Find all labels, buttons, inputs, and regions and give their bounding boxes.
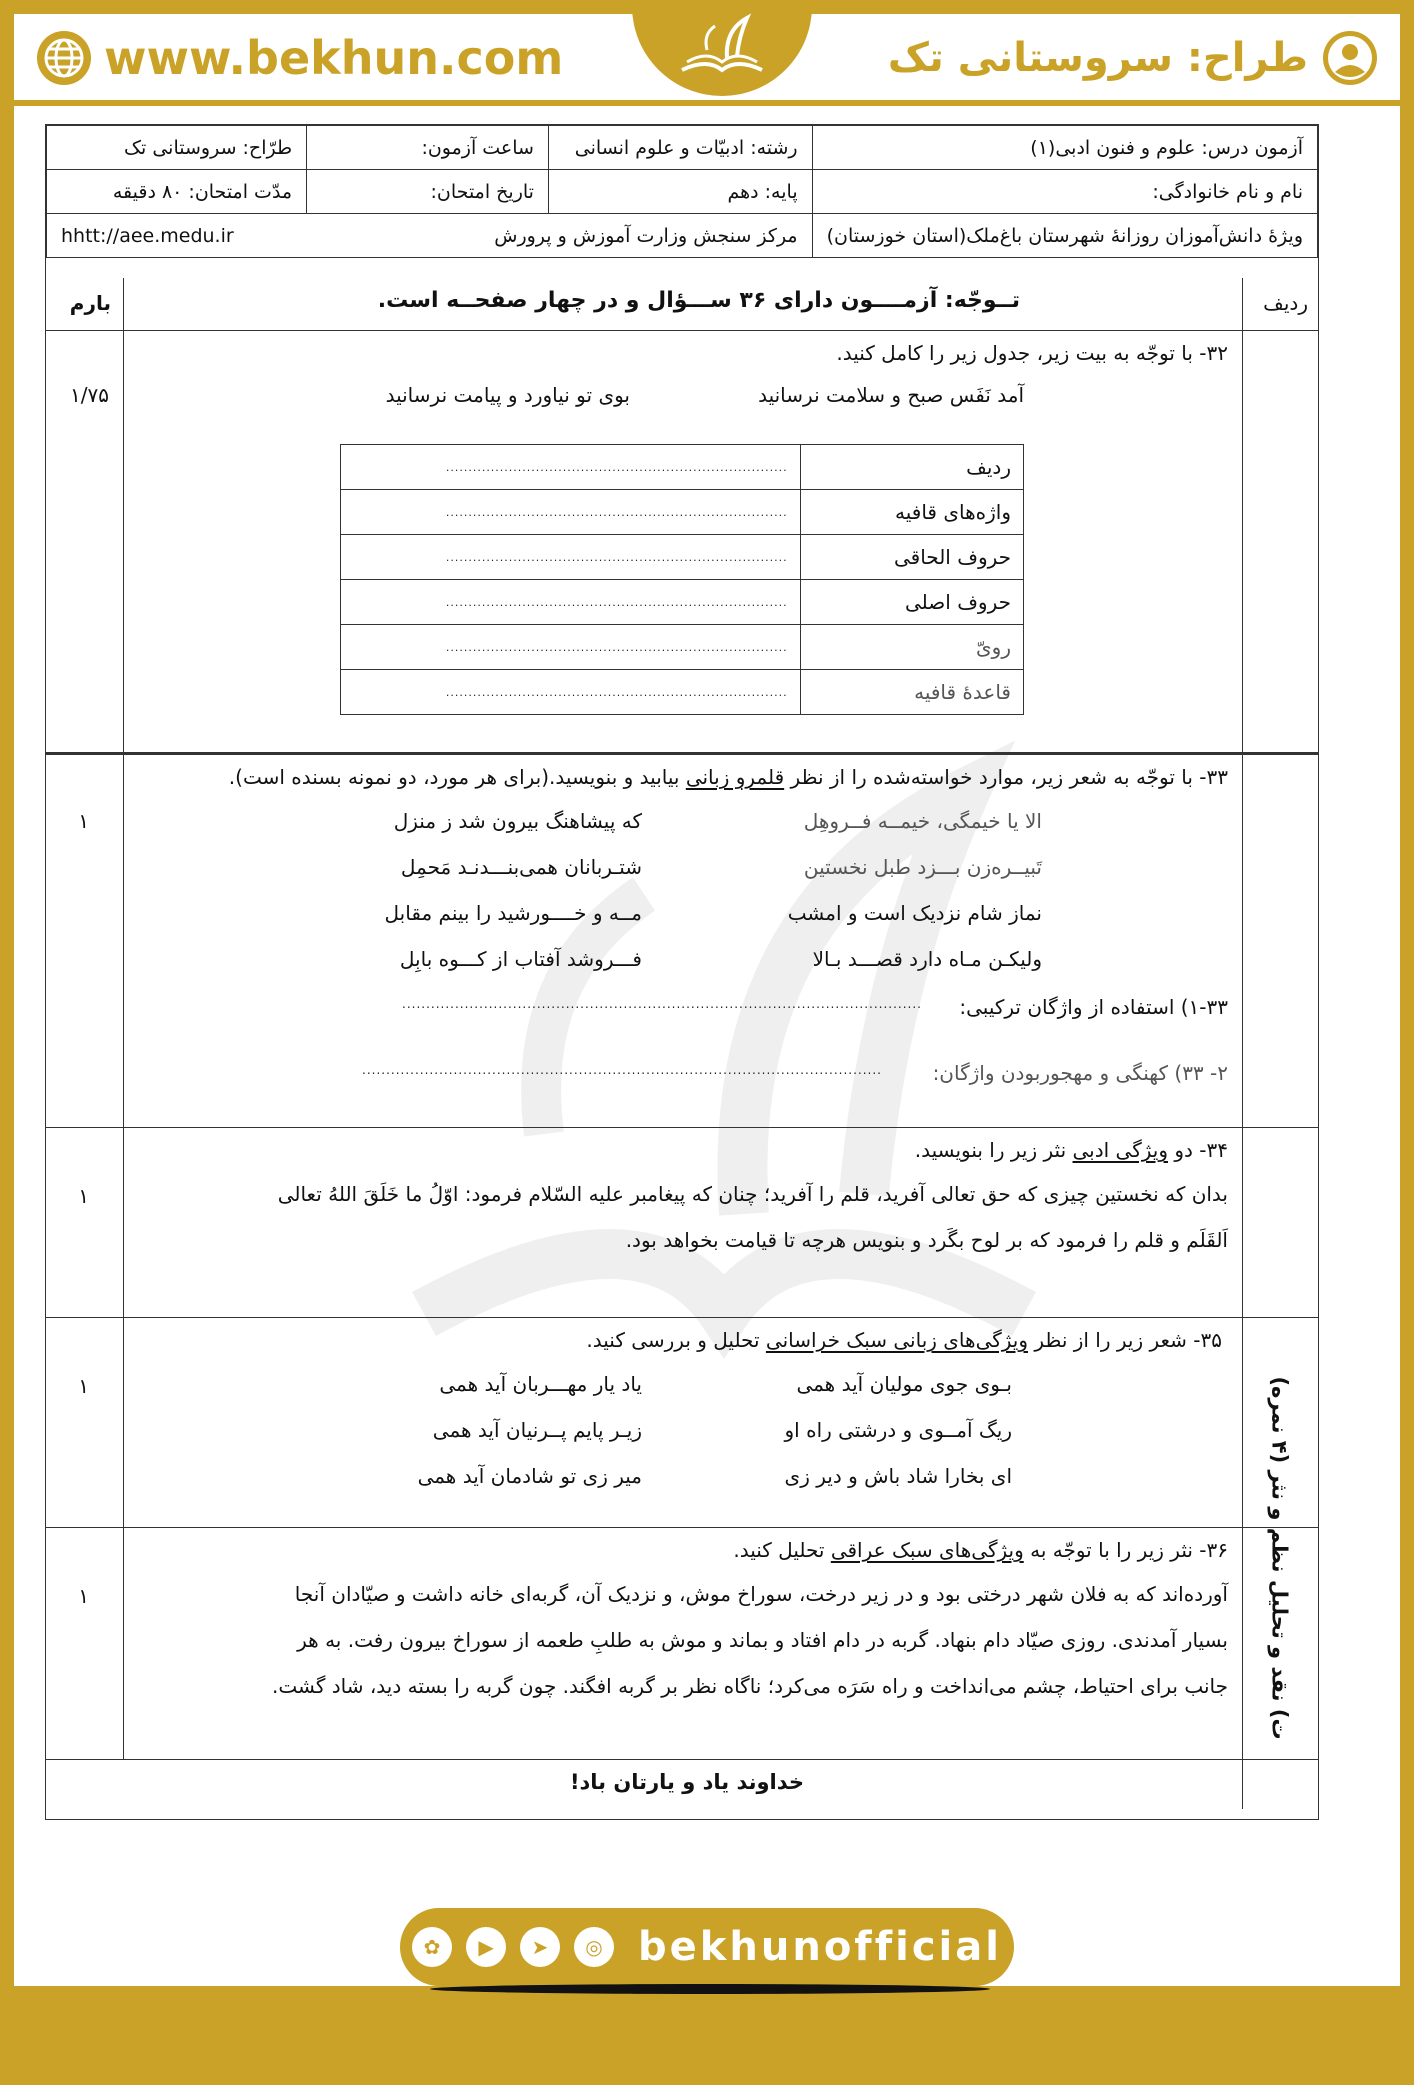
rhyme-row-label: حروف اصلی: [800, 580, 1023, 625]
question-34-text-b: نثر زیر را بنویسید.: [914, 1138, 1073, 1162]
ministry-info: [47, 214, 813, 258]
question-33-text-a: ۳۳- با توجّه به شعر زیر، موارد خواسته‌شده را از نظر: [784, 765, 1228, 789]
question-32-score: ۱/۷۵: [70, 383, 109, 407]
rhyme-answer[interactable]: ............................................................................: [341, 625, 801, 670]
rhyme-answer[interactable]: ............................................................................: [341, 535, 801, 580]
rhyme-row-label: حروف الحاقی: [800, 535, 1023, 580]
question-36-row: [46, 1528, 1318, 1760]
footer-shadow: [430, 1984, 990, 1994]
ministry-url[interactable]: hhtt://aee.medu.ir: [61, 224, 234, 247]
verse-2-right: تَبیــره‌زن بـــزد طبل نخستین: [803, 855, 1042, 879]
rhyme-row: [341, 535, 1024, 580]
verse-4-left: فـــروشد آفتاب از کـــوه بابِل: [399, 947, 642, 971]
verse-2-right: ریگ آمــوی و درشتی راه او: [784, 1418, 1012, 1442]
target-students: ویژۀ دانش‌آموزان روزانۀ شهرستان باغ‌ملک(استان خوزستان): [812, 214, 1317, 258]
closing-text: خداوند یاد و یارتان باد!: [569, 1770, 804, 1794]
verse-2-left: زیـر پایم پــرنیان آید همی: [432, 1418, 642, 1442]
question-35-score: ۱: [78, 1374, 89, 1398]
question-35-focus: ویژگی‌های زبانی سبک خراسانی: [765, 1328, 1029, 1352]
youtube-icon[interactable]: ▶: [466, 1927, 506, 1967]
answer-33-2[interactable]: ............................................................................................................: [362, 1063, 882, 1077]
section-label: ت) نقد و تحلیل نظم و نثر (۴ نمره): [1268, 1375, 1292, 1740]
sub-question-33-2: ۲- ۳۳) کهنگی و مهجوربودن واژگان:: [932, 1061, 1228, 1085]
note-cell: [124, 278, 1242, 330]
question-34-text: [915, 1138, 1228, 1162]
score-cell: [46, 1128, 124, 1317]
rhyme-answer[interactable]: ............................................................................: [341, 670, 801, 715]
rhyme-answer[interactable]: ............................................................................: [341, 445, 801, 490]
course-name: آزمون درس: علوم و فنون ادبی(۱): [812, 126, 1317, 170]
question-36-text-a: ۳۶- نثر زیر را با توجّه به: [1023, 1538, 1228, 1562]
question-33-score: ۱: [78, 809, 89, 833]
rhyme-table: [340, 444, 1024, 715]
prose-34-line-1: بدان که نخستین چیزی که حق تعالی آفرید، قلم را آفرید؛ چنان که پیغامبر علیه السّلام فرمود: اوّلُ ما خَلَقَ اللهُ تعالی: [277, 1182, 1228, 1206]
question-34-text-a: ۳۴- دو: [1168, 1138, 1228, 1162]
prose-36-line-2: بسیار آمدندی. روزی صیّاد دام بنهاد. گربه در دام افتاد و بماند و موش به طلبِ طعمه از سوراخ بیرون رفت. به هر: [297, 1628, 1228, 1652]
exam-duration: مدّت امتحان: ۸۰ دقیقه: [47, 170, 307, 214]
rhyme-row-label: قاعدۀ قافیه: [800, 670, 1023, 715]
telegram-icon[interactable]: ➤: [520, 1927, 560, 1967]
rhyme-row: [341, 625, 1024, 670]
score-label: بارم: [69, 291, 111, 315]
rhyme-row-label: رویّ: [800, 625, 1023, 670]
row-header-cell: [1242, 278, 1318, 330]
verse-3-right: نماز شام نزدیک است و امشب: [787, 901, 1042, 925]
question-34-focus: ویژگی ادبی: [1072, 1138, 1169, 1162]
closing-cell: [124, 1760, 1242, 1809]
section-label-cell: [1242, 1030, 1318, 2085]
question-33-text-b: بیابید و بنویسید.(برای هر مورد، دو نمونه بسنده است).: [228, 765, 686, 789]
rhyme-answer[interactable]: ............................................................................: [341, 490, 801, 535]
verse-1-left: که پیشاهنگ بیرون شد ز منزل: [393, 809, 642, 833]
rhyme-row: [341, 445, 1024, 490]
header-row: [47, 170, 1318, 214]
column-header-row: [46, 278, 1318, 331]
score-header-cell: [46, 278, 124, 330]
rhyme-answer[interactable]: ............................................................................: [341, 580, 801, 625]
question-36-text-b: تحلیل کنید.: [733, 1538, 831, 1562]
exam-header-table: [46, 125, 1318, 258]
verse-left: بوی تو نیاورد و پیامت نرسانید: [385, 383, 630, 407]
student-name-field[interactable]: نام و نام خانوادگی:: [812, 170, 1317, 214]
score-cell: [46, 1318, 124, 1527]
verse-3-right: ای بخارا شاد باش و دیر زی: [784, 1464, 1012, 1488]
book-logo-icon: [667, 10, 777, 86]
question-34-content: [124, 1128, 1242, 1317]
question-36-focus: ویژگی‌های سبک عراقی: [830, 1538, 1024, 1562]
designer-credit: [888, 28, 1380, 88]
question-35-text: [586, 1328, 1222, 1352]
verse-1-left: یاد یار مهـــربان آید همی: [439, 1372, 642, 1396]
field-name: رشته: ادبیّات و علوم انسانی: [548, 126, 812, 170]
question-33-focus: قلمرو زبانی: [685, 765, 785, 789]
closing-row: [46, 1760, 1318, 1809]
aparat-icon[interactable]: ✿: [412, 1927, 452, 1967]
question-34-score: ۱: [78, 1184, 89, 1208]
prose-36-line-1: آورده‌اند که به فلان شهر درختی بود و در زیر درخت، سوراخ موش، و نزدیک آن، گربه‌ای خانه داشت و صیّادان آنجا: [294, 1582, 1228, 1606]
verse-4-right: ولیکـن مـاه دارد قصـــد بـالا: [812, 947, 1042, 971]
exam-time: ساعت آزمون:: [307, 126, 549, 170]
rhyme-row: [341, 670, 1024, 715]
verse-1-right: الا یا خیمگی، خیمــه فــروهِل: [803, 809, 1042, 833]
question-33-row: [46, 755, 1318, 1128]
top-banner: [14, 14, 1400, 106]
globe-icon: [34, 28, 94, 88]
score-cell: [46, 331, 124, 752]
header-row: [47, 126, 1318, 170]
row-label: ردیف: [1263, 291, 1308, 315]
question-33-text: [229, 765, 1228, 789]
question-32-row: [46, 331, 1318, 755]
sub-question-33-1: ۱-۳۳) استفاده از واژگان ترکیبی:: [959, 995, 1228, 1019]
website-text: www.bekhun.com: [104, 31, 564, 85]
question-35-text-a: ۳۵- شعر زیر را از نظر: [1028, 1328, 1222, 1352]
exam-note: تــوجّه: آزمــــون دارای ۳۶ ســـؤال و در چهار صفحــه است.: [377, 288, 1020, 313]
verse-3-left: میر زی تو شادمان آید همی: [417, 1464, 642, 1488]
question-36-text: [733, 1538, 1228, 1562]
question-32-content: [124, 331, 1242, 752]
question-36-content: [124, 1528, 1242, 1759]
question-33-content: [124, 755, 1242, 1127]
rhyme-row: [341, 490, 1024, 535]
score-cell: [46, 755, 124, 1127]
rhyme-row: [341, 580, 1024, 625]
question-35-row: [46, 1318, 1318, 1528]
question-34-row: [46, 1128, 1318, 1318]
exam-date: تاریخ امتحان:: [307, 170, 549, 214]
prose-36-line-3: جانب برای احتیاط، چشم می‌انداخت و راه سَرَه می‌کرد؛ ناگاه نظر بر گربه افگند. چون گربه را بسته دید، شاد گشت.: [272, 1674, 1228, 1698]
question-35-text-b: تحلیل و بررسی کنید.: [586, 1328, 766, 1352]
social-handle[interactable]: bekhunofficial: [638, 1924, 1002, 1970]
verse-right: آمد نَفَس صبح و سلامت نرسانید: [758, 383, 1024, 407]
header-row: [47, 214, 1318, 258]
rhyme-row-label: واژه‌های قافیه: [800, 490, 1023, 535]
verse-1-right: بـوی جوی مولیان آید همی: [796, 1372, 1012, 1396]
brand-logo: [632, 0, 812, 96]
score-cell-empty: [46, 1760, 124, 1809]
answer-33-1[interactable]: ............................................................................................................: [402, 997, 922, 1011]
question-36-score: ۱: [78, 1584, 89, 1608]
designer-text: طراح: سروستانی تک: [887, 35, 1308, 81]
social-footer: [400, 1908, 1014, 1986]
ministry-name: مرکز سنجش وزارت آموزش و پرورش: [494, 224, 798, 247]
question-35-content: [124, 1318, 1242, 1527]
question-32-text: ۳۲- با توجّه به بیت زیر، جدول زیر را کامل کنید.: [836, 341, 1228, 365]
rhyme-row-label: ردیف: [800, 445, 1023, 490]
score-cell: [46, 1528, 124, 1759]
grade-level: پایه: دهم: [548, 170, 812, 214]
row-number-cell: [1242, 331, 1318, 752]
instagram-icon[interactable]: ◎: [574, 1927, 614, 1967]
verse-3-left: مــه و خــــورشید را بینم مقابل: [384, 901, 642, 925]
verse-2-left: شتـربانان همی‌بنـــدنـد مَحمِل: [400, 855, 642, 879]
prose-34-line-2: اَلقَلَم و قلم را فرمود که بر لوح بگَرد و بنویس هرچه تا قیامت بخواهد بود.: [625, 1228, 1228, 1252]
user-avatar-icon: [1320, 28, 1380, 88]
designer-name: طرّاح: سروستانی تک: [47, 126, 307, 170]
website-link[interactable]: [34, 28, 563, 88]
